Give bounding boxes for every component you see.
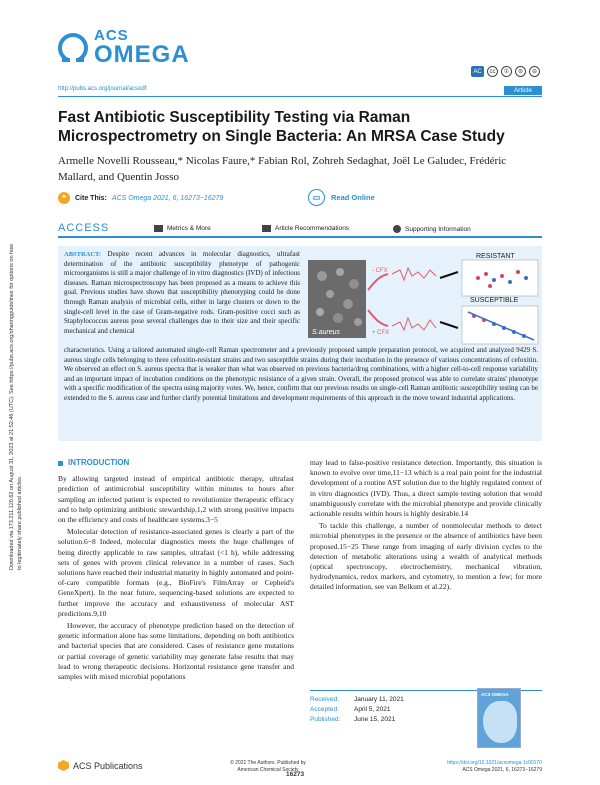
article-title: Fast Antibiotic Susceptibility Testing via Raman Microspectrometry on Single Bacteria: An MRSA Case Study (58, 109, 505, 145)
cite-label: Cite This: (75, 194, 107, 202)
supporting-info-label: Supporting Information (405, 225, 471, 233)
published-label: Published: (310, 716, 341, 723)
abstract-box (58, 246, 542, 441)
publisher-name: ACS Publications (73, 760, 143, 771)
cover-art (483, 701, 517, 743)
recommendations-label: Article Recommendations (275, 225, 350, 232)
accepted-date: April 5, 2021 (354, 706, 391, 713)
journal-url-link[interactable]: http://pubs.acs.org/journal/acsodf (58, 86, 147, 92)
read-online-label: Read Online (331, 193, 375, 202)
cite-icon: ❝ (58, 192, 70, 204)
acs-publications-logo[interactable] (58, 760, 143, 771)
cover-title: ACS OMEGA (481, 692, 509, 697)
abstract-part1 (64, 250, 300, 336)
metrics-icon (154, 225, 163, 232)
minus-cfx-label: - CFX (372, 268, 388, 274)
copyright-line2: American Chemical Society (237, 766, 299, 773)
citation-line: ACS Omega 2021, 6, 16273−16279 (462, 766, 542, 773)
resistant-label: RESISTANT (476, 253, 515, 260)
ac-badge-icon[interactable]: AC (471, 66, 484, 77)
received-date: January 11, 2021 (354, 696, 404, 703)
read-online-button[interactable] (308, 189, 375, 206)
paragraph: By allowing targeted instead of empirical antibiotic therapy, ultrafast prediction of antimicrobial susceptibility within minutes to hours after sampling an infected patient is expected to revolutionize therapeutic efficacy and to help optimizing antibiotic stewardship,1,2 with strong positive impacts on the efficiency and costs of healthcare systems.3−5 (58, 474, 294, 525)
doi-block (447, 760, 542, 773)
omega-logo-icon (58, 33, 88, 63)
body-left-column (58, 458, 294, 684)
published-date: June 15, 2021 (354, 716, 396, 723)
section-marker-icon (58, 461, 63, 466)
journal-url-bar (58, 86, 542, 97)
doi-link[interactable]: https://doi.org/10.1021/acsomega.1c00170 (447, 760, 542, 766)
book-icon: ▭ (308, 189, 325, 206)
accepted-label: Accepted: (310, 706, 339, 713)
document-icon (262, 225, 271, 232)
license-badges (471, 66, 540, 77)
abstract-part2: characteristics. Using a tailored automated single-cell Raman spectrometer and a previously proposed sample preparation protocol, we acquired and analyzed 9429 S. aureus single cells belonging to three cefoxitin-resistant strains and two susceptible strains during their incubation in the presence of various concentrations of cefoxitin. We observed an effect on S. aureus spectra that is weaker than what was observed on previous bacteria/drug combinations, with a higher cell-to-cell response variability and an important impact of incubation conditions on the phenotypic resistance of a given strain. Overall, the proposed protocol was able to correlate strains' phenotype with a specific modification of the spectra using majority votes. We, hence, confirm that our previous results on single-cell Raman antibiotic susceptibility testing can be extended to the S. aureus case and further clarify potential limitations and development requirements of this approach in the move toward industrial applications. (64, 346, 538, 402)
supporting-info-tab[interactable] (393, 225, 471, 233)
received-label: Received: (310, 696, 339, 703)
metrics-tab[interactable] (154, 225, 211, 232)
spectrum-top (392, 268, 436, 280)
access-label: ACCESS (58, 222, 110, 234)
download-notice-text: Downloaded via 173.211.120.62 on August 31, 2023 at 21:52:46 (UTC). See https://pubs.acs.org/sharingguidelines for options on how to legitimately share published articles. (9, 243, 23, 570)
author-list: Armelle Novelli Rousseau,* Nicolas Faure,* Fabian Rol, Zohreh Sedaghat, Joël Le Galudec, Frédéric Mallard, and Quentin Josso (58, 155, 507, 183)
abstract-label: ABSTRACT: (64, 251, 102, 258)
page-number: 16273 (286, 771, 305, 778)
paragraph: However, the accuracy of phenotype prediction based on the detection of genetic information alone has some limitations, depending on both antibiotics and bacterial species that are considered. Cases of resistance gene mutations or partial coverage of genetic variability may generate false results that may lead to wrong therapeutic decisions. Horizontal resistance gene transfer and samples with mixed microbial populations (58, 621, 294, 682)
toc-graphic (308, 250, 540, 348)
article-type-tag: Article (504, 86, 542, 95)
cite-this[interactable] (58, 192, 223, 204)
nc-badge-icon[interactable]: ⊜ (515, 66, 526, 77)
copyright (208, 760, 328, 773)
introduction-heading-label: INTRODUCTION (68, 458, 130, 467)
copyright-line1: © 2021 The Authors. Published by (230, 760, 306, 766)
access-bar (58, 222, 542, 238)
cite-text[interactable]: ACS Omega 2021, 6, 16273−16279 (111, 194, 224, 202)
plus-cfx-label: + CFX (372, 330, 390, 336)
body-right-column (310, 458, 542, 595)
journal-cover-thumbnail[interactable] (477, 688, 521, 748)
cc-badge-icon[interactable]: cc (487, 66, 498, 77)
abstract-part1-text: Despite recent advances in molecular diagnostics, ultrafast determination of the antibiotic susceptibility phenotype of pathogenic microorganisms is still a major challenge of in vitro diagnostics (IVD) of infectious diseases. Raman microspectroscopy has been proposed as a means to achieve this goal. Previous studies have shown that susceptibility phenotyping could be done through Raman analysis of microbial cells, either in large clusters or down to the single-cell level in the case of Gram-negative rods. Gram-positive cocci such as Staphylococcus aureus pose several challenges due to their size and their specific mechanical and chemical (64, 250, 300, 335)
nd-badge-icon[interactable]: ⊖ (529, 66, 540, 77)
recommendations-tab[interactable] (262, 225, 349, 232)
organism-label: S.aureus (312, 329, 341, 336)
logo-omega: OMEGA (94, 41, 190, 68)
download-notice (5, 240, 35, 570)
journal-logo[interactable] (58, 28, 190, 67)
paragraph: Molecular detection of resistance-associated genes is clearly a part of the solution.6−8 Indeed, molecular diagnostics meets the huge challenges of being directly applicable to raw samples, ultrafast (<1 h), while addressing sets of genes with proven clinical relevance in a number of cases. Such solutions have reached their industrial maturity in highly automated and point-of-care compatible formats (e.g., BioFire's FilmArray or Cepheid's GeneXpert). In the near future, sequencing-based solutions are expected to further improve the accuracy and exhaustiveness of molecular AST predictions.9,10 (58, 527, 294, 618)
metrics-label: Metrics & More (167, 225, 211, 232)
by-badge-icon[interactable]: ① (501, 66, 512, 77)
logo-acs: ACS (94, 27, 129, 44)
paragraph: may lead to false-positive resistance detection. Importantly, this situation is known to evolve over time,11−13 which is a real pain point for the industrial development of a routine AST solution due to the highly regulated context of in vitro diagnostics (IVD). Thus, a direct sample testing solution that would unambiguously correlate with the microbial phenotype and provide clinically actionable results within hours is highly desirable.14 (310, 458, 542, 519)
supporting-info-icon (393, 225, 401, 233)
paragraph: To tackle this challenge, a number of nonmolecular methods to detect microbial phenotypes in the presence or the absence of antibiotics have been proposed.15−25 These range from imaging of early division cycles to the detection of metabolic alterations using a wealth of analytical methods (optical spectroscopy, electrochemistry, mechanical vibration, hydrodynamics, redox markers, and cytometry, to mention a few; for more detailed information, see van Belkum et al.22). (310, 521, 542, 592)
susceptible-label: SUSCEPTIBLE (470, 297, 519, 304)
acs-hexagon-icon (58, 760, 69, 771)
spectrum-bottom (392, 318, 436, 330)
introduction-heading (58, 458, 294, 468)
